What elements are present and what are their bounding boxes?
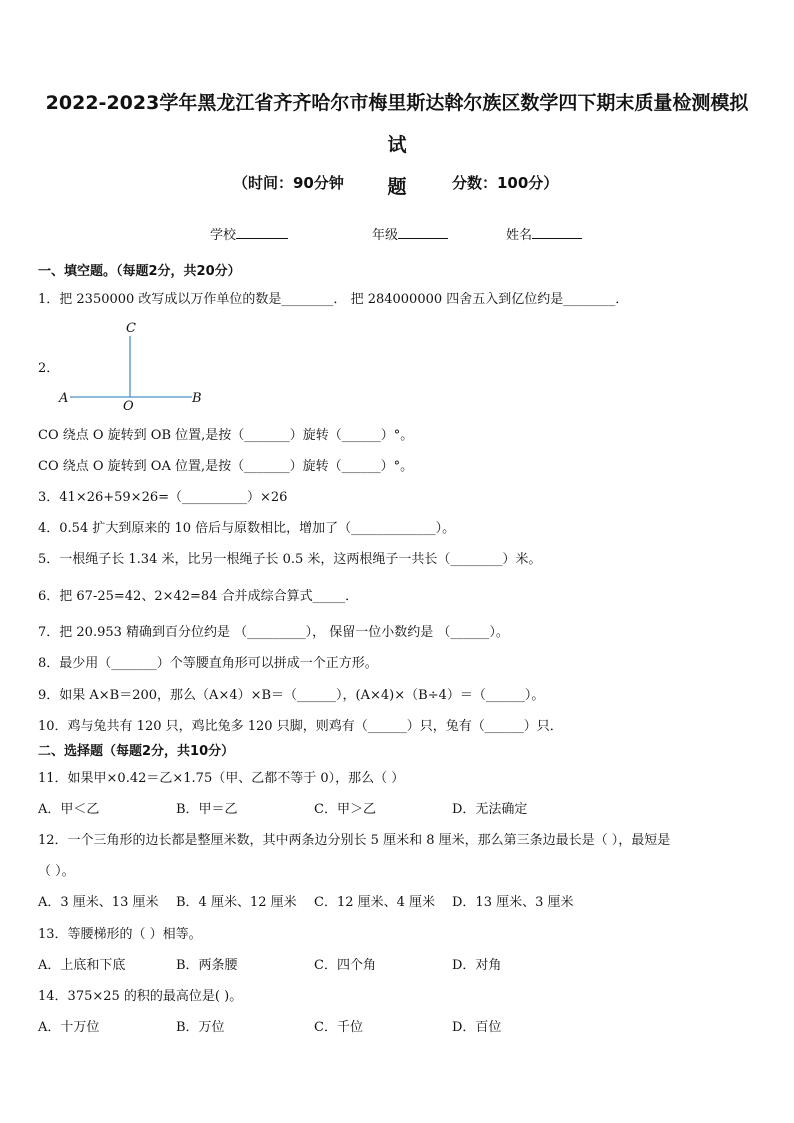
label-c: C xyxy=(126,321,136,336)
question-12-line-1: 12．一个三角形的边长都是整厘米数，其中两条边分别长 5 厘米和 8 厘米，那么第三条边最长是（ ），最短是 xyxy=(38,833,671,848)
question-7: 7．把 20.953 精确到百分位约是 （_________）， 保留一位小数约是 （______）。 xyxy=(38,625,509,640)
q13-option-b[interactable]: B．两条腰 xyxy=(176,958,238,973)
name-field[interactable] xyxy=(506,224,582,243)
grade-label: 年级 xyxy=(372,228,399,243)
total-score: 分数：100分） xyxy=(452,174,559,192)
title-line-1: 2022-2023学年黑龙江省齐齐哈尔市梅里斯达斡尔族区数学四下期末质量检测模拟试 xyxy=(45,92,749,156)
question-8: 8．最少用（_______）个等腰直角形可以拼成一个正方形。 xyxy=(38,656,378,671)
q11-option-d[interactable]: D．无法确定 xyxy=(452,802,528,817)
exam-info xyxy=(0,172,794,192)
q11-option-a[interactable]: A．甲＜乙 xyxy=(38,802,100,817)
question-10: 10．鸡与兔共有 120 只，鸡比兔多 120 只脚，则鸡有（______）只，兔有（______）只． xyxy=(38,719,563,734)
school-field[interactable] xyxy=(210,224,288,243)
q13-option-d[interactable]: D．对角 xyxy=(452,958,502,973)
section-1-heading: 一、填空题。（每题2分，共20分） xyxy=(38,264,241,279)
question-2-line-1: CO 绕点 O 旋转到 OB 位置,是按（_______）旋转（______）°。 xyxy=(38,428,414,443)
grade-field[interactable] xyxy=(372,224,448,243)
q14-option-c[interactable]: C．千位 xyxy=(314,1020,363,1035)
student-info-fields xyxy=(0,224,794,244)
question-3: 3．41×26+59×26=（__________）×26 xyxy=(38,490,288,505)
q11-option-b[interactable]: B．甲＝乙 xyxy=(176,802,238,817)
question-5: 5．一根绳子长 1.34 米，比另一根绳子长 0.5 米，这两根绳子一共长（________）米。 xyxy=(38,552,542,567)
q12-option-a[interactable]: A．3 厘米、13 厘米 xyxy=(38,895,159,910)
grade-blank[interactable] xyxy=(398,224,448,239)
question-13: 13．等腰梯形的（ ）相等。 xyxy=(38,927,202,942)
section-2-heading: 二、选择题（每题2分，共10分） xyxy=(38,744,235,759)
school-label: 学校 xyxy=(210,228,237,243)
question-12-line-2: （ ）。 xyxy=(38,864,75,879)
name-blank[interactable] xyxy=(532,224,582,239)
question-14: 14．375×25 的积的最高位是( )。 xyxy=(38,989,243,1004)
question-6: 6．把 67-25=42、2×42=84 合并成综合算式_____． xyxy=(38,589,359,604)
q14-option-d[interactable]: D．百位 xyxy=(452,1020,502,1035)
q12-option-b[interactable]: B．4 厘米、12 厘米 xyxy=(176,895,297,910)
q11-option-c[interactable]: C．甲＞乙 xyxy=(314,802,376,817)
name-label: 姓名 xyxy=(506,228,533,243)
time-limit: （时间：90分钟 xyxy=(233,174,344,192)
q13-option-c[interactable]: C．四个角 xyxy=(314,958,376,973)
label-a: A xyxy=(59,391,69,406)
q14-option-a[interactable]: A．十万位 xyxy=(38,1020,100,1035)
q12-option-c[interactable]: C．12 厘米、4 厘米 xyxy=(314,895,436,910)
question-2-number: 2． xyxy=(38,361,60,376)
q14-option-b[interactable]: B．万位 xyxy=(176,1020,225,1035)
label-o: O xyxy=(123,399,134,414)
q13-option-a[interactable]: A．上底和下底 xyxy=(38,958,126,973)
question-4: 4．0.54 扩大到原来的 10 倍后与原数相比，增加了（_____________）。 xyxy=(38,521,456,536)
question-1: 1．把 2350000 改写成以万作单位的数是________． 把 284000000 四舍五入到亿位约是________． xyxy=(38,292,629,307)
question-2-line-2: CO 绕点 O 旋转到 OA 位置,是按（_______）旋转（______）°。 xyxy=(38,459,414,474)
label-b: B xyxy=(192,391,202,406)
question-9: 9．如果 A×B＝200，那么（A×4）×B＝（______），(A×4)×（B÷4）＝（______）。 xyxy=(38,688,545,703)
rotation-diagram xyxy=(56,318,216,418)
school-blank[interactable] xyxy=(236,224,288,239)
title-line-2: 题 xyxy=(387,176,407,198)
q12-option-d[interactable]: D．13 厘米、3 厘米 xyxy=(452,895,574,910)
question-11: 11．如果甲×0.42＝乙×1.75（甲、乙都不等于 0），那么（ ） xyxy=(38,771,405,786)
